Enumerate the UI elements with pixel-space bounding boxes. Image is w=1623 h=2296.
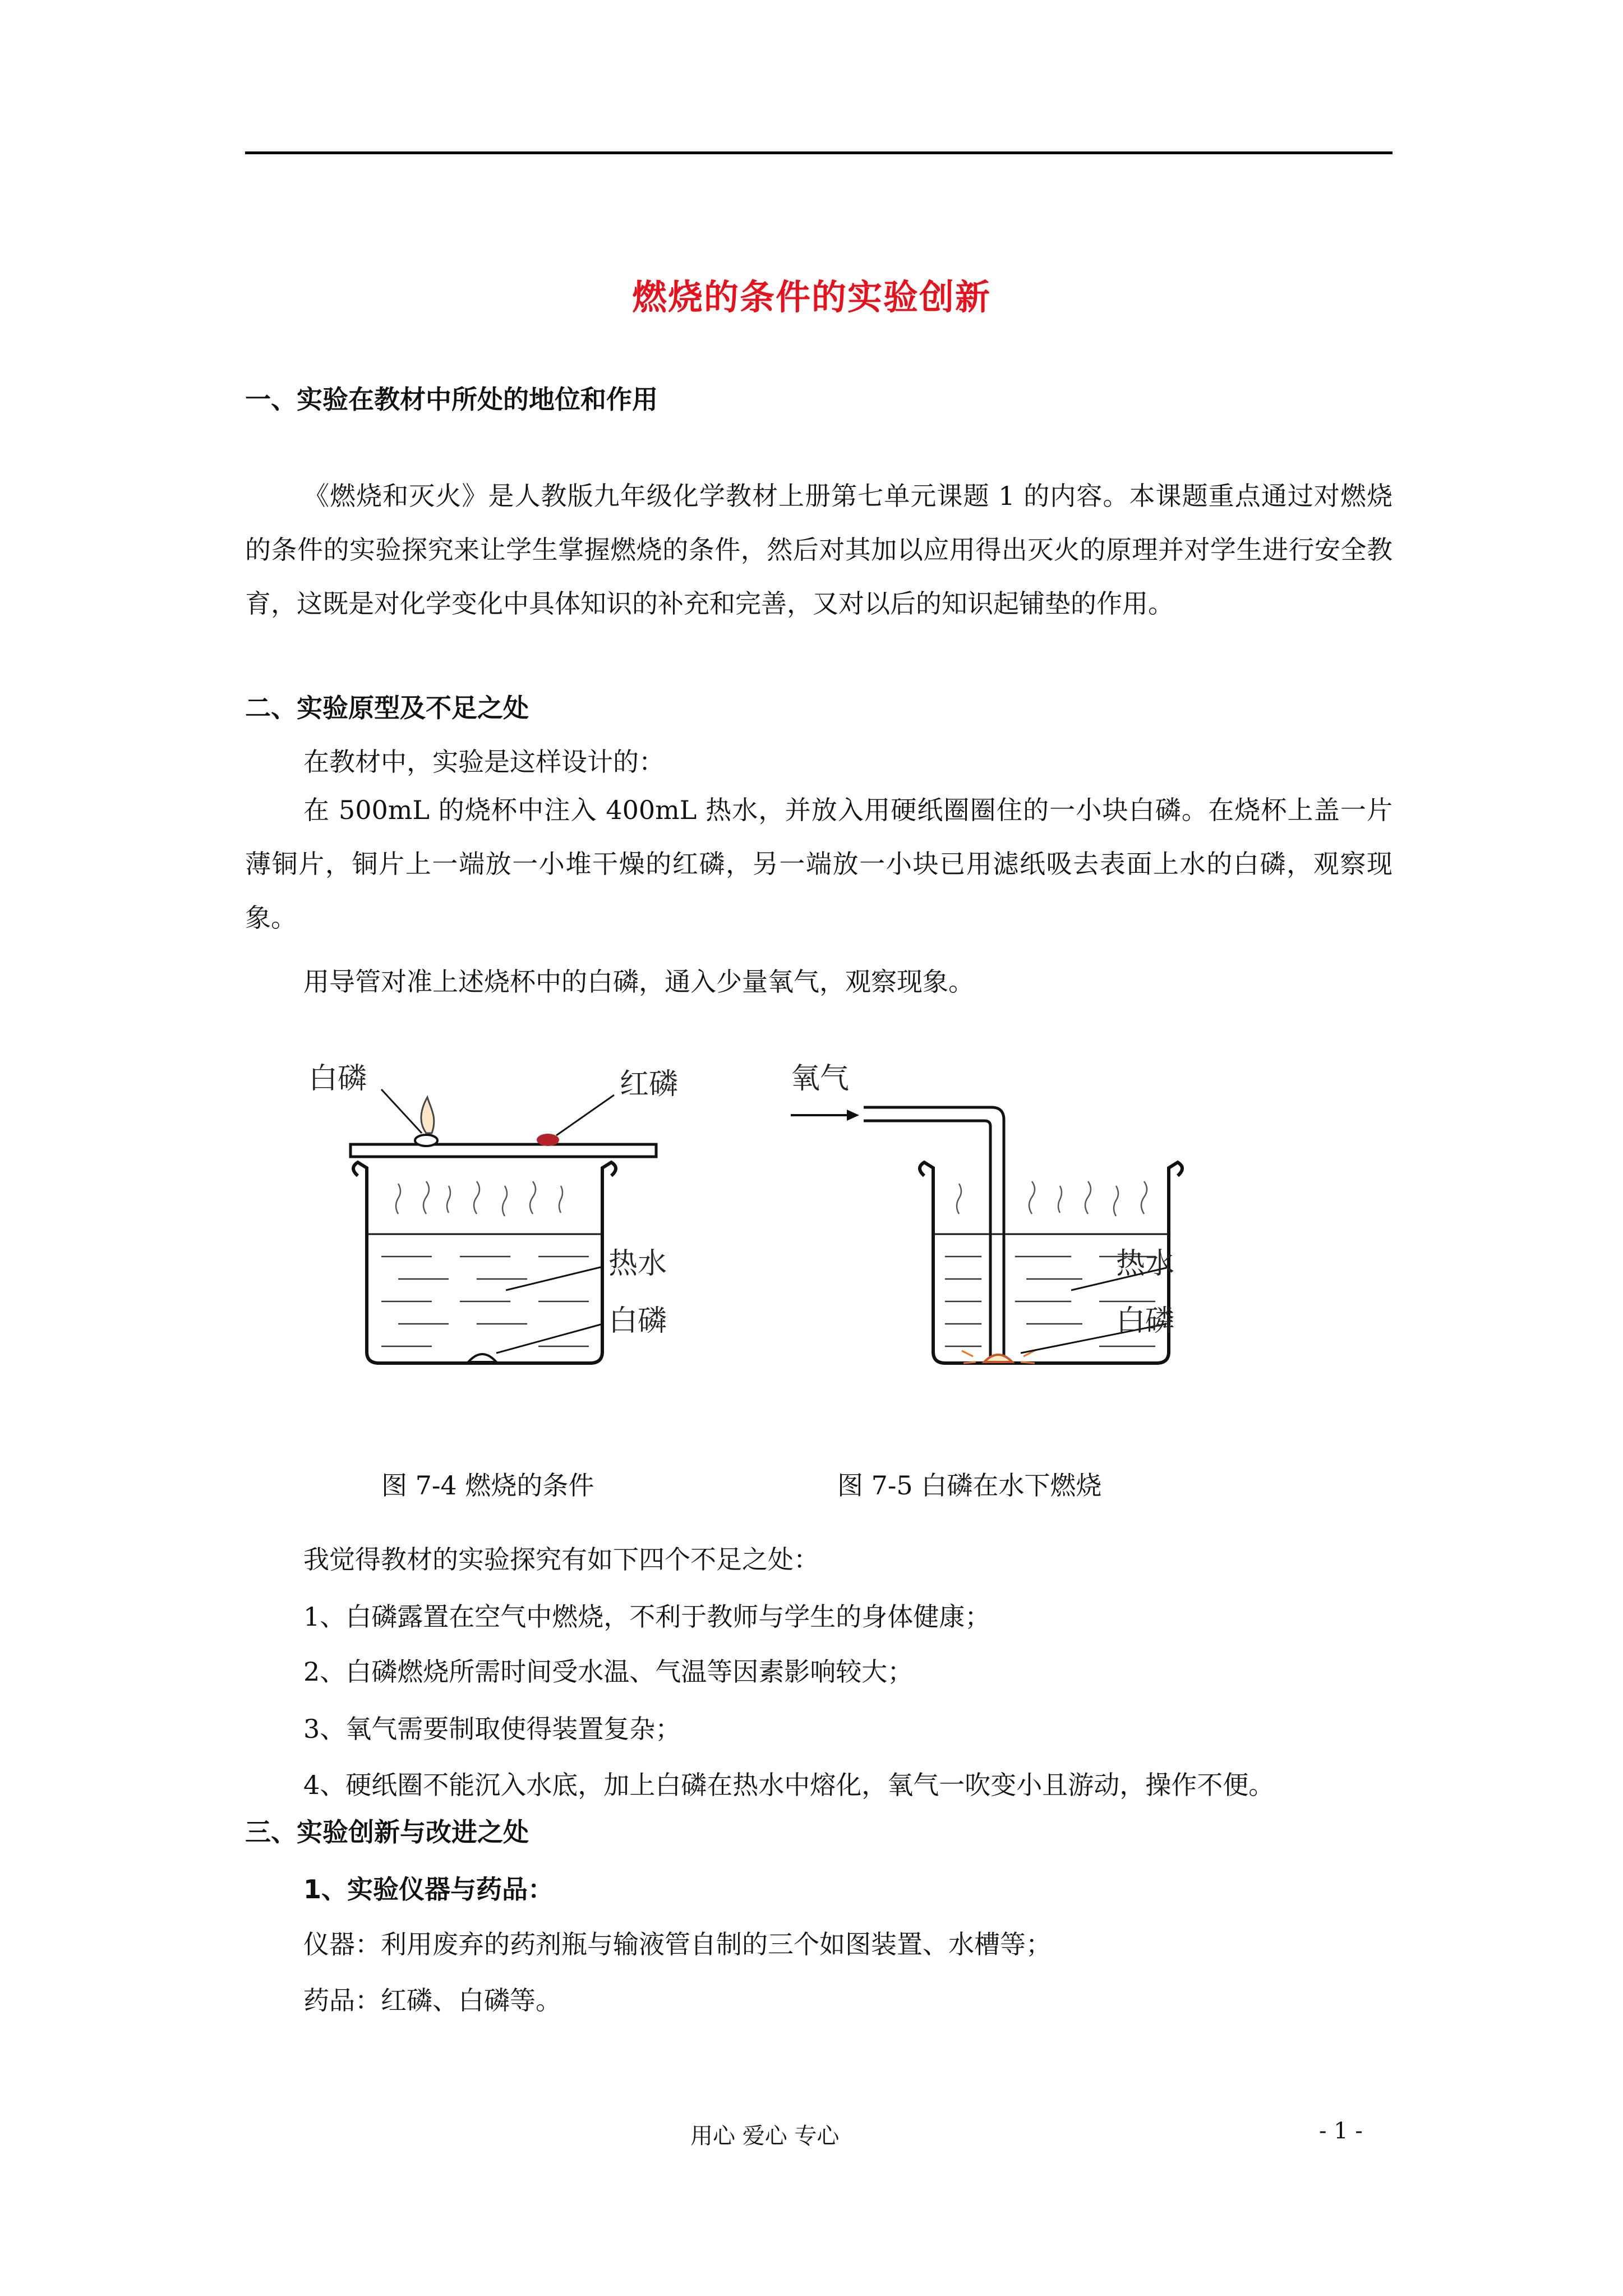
copper-plate [351, 1144, 656, 1157]
page-number: - 1 - [1319, 2118, 1363, 2144]
header-rule [245, 151, 1393, 154]
flame-icon [421, 1097, 434, 1133]
figure2-caption: 图 7-5 白磷在水下燃烧 [837, 1470, 1102, 1501]
hot-water [381, 1257, 589, 1346]
label-white-phosphorus-bottom: 白磷 [608, 1304, 667, 1338]
section2-paragraph: 在 500mL 的烧杯中注入 400mL 热水，并放入用硬纸圈圈住的一小块白磷。在烧杯上盖一片薄铜片，铜片上一端放一小堆干燥的红磷，另一端放一小块已用滤纸吸去表面上水的白磷，观察现象。 [245, 795, 1393, 933]
figure-combustion-conditions [297, 1049, 735, 1388]
instruments-line: 仪器：利用废弃的药剂瓶与输液管自制的三个如图装置、水槽等； [303, 1929, 1052, 1959]
section1-paragraph: 《燃烧和灭火》是人教版九年级化学教材上册第七单元课题 1 的内容。本课题重点通过对燃烧的条件的实验探究来让学生掌握燃烧的条件，然后对其加以应用得出灭火的原理并对学生进行安全教育，这既是对化学变化中具体知识的补充和完善，又对以后的知识起铺垫的作用。 [245, 481, 1393, 619]
figure-underwater-burning [780, 1049, 1228, 1388]
label-hot-water: 热水 [608, 1247, 667, 1281]
shortcoming-item: 4、硬纸圈不能沉入水底，加上白磷在热水中熔化，氧气一吹变小且游动，操作不便。 [303, 1770, 1275, 1800]
label-hot-water: 热水 [1116, 1247, 1175, 1281]
section1-heading: 一、实验在教材中所处的地位和作用 [245, 384, 658, 415]
white-phosphorus-underwater [468, 1354, 496, 1362]
label-white-phosphorus: 白磷 [1116, 1304, 1175, 1338]
label-red-phosphorus: 红磷 [620, 1068, 679, 1101]
arrow-icon [847, 1110, 859, 1121]
section3-heading: 三、实验创新与改进之处 [245, 1817, 529, 1847]
label-oxygen: 氧气 [791, 1062, 850, 1096]
figure1-caption: 图 7-4 燃烧的条件 [381, 1470, 594, 1501]
oxygen-step: 用导管对准上述烧杯中的白磷，通入少量氧气，观察现象。 [303, 967, 974, 997]
section2-heading: 二、实验原型及不足之处 [245, 693, 529, 723]
reagents-line: 药品：红磷、白磷等。 [303, 1985, 561, 2016]
shortcomings-intro: 我觉得教材的实验探究有如下四个不足之处： [303, 1544, 819, 1575]
white-phosphorus-on-plate [415, 1135, 437, 1146]
section2-intro: 在教材中，实验是这样设计的： [303, 747, 665, 777]
beaker [353, 1162, 616, 1363]
steam [957, 1181, 1147, 1216]
shortcoming-item: 3、氧气需要制取使得装置复杂； [303, 1714, 681, 1744]
red-phosphorus [537, 1134, 559, 1146]
burning-white-phosphorus [984, 1355, 1012, 1362]
shortcoming-item: 2、白磷燃烧所需时间受水温、气温等因素影响较大； [303, 1657, 914, 1687]
page-title: 燃烧的条件的实验创新 [631, 277, 991, 318]
footer-motto: 用心 爱心 专心 [690, 2123, 840, 2149]
label-white-phosphorus: 白磷 [308, 1062, 367, 1096]
shortcoming-item: 1、白磷露置在空气中燃烧，不利于教师与学生的身体健康； [303, 1602, 991, 1632]
section3-sub1-heading: 1、实验仪器与药品： [303, 1874, 554, 1904]
steam [396, 1181, 562, 1216]
